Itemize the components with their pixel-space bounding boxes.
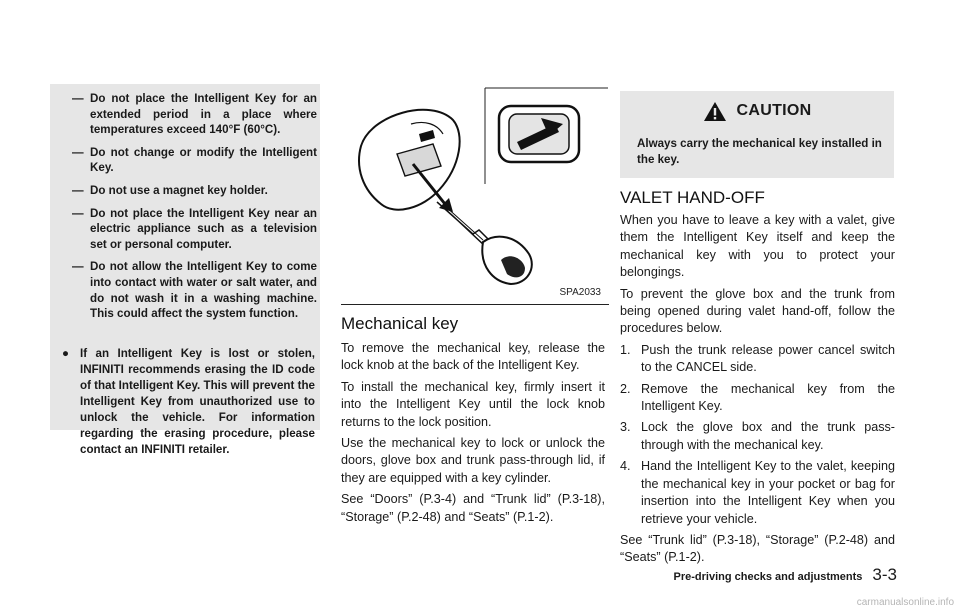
list-item [620, 342, 895, 377]
caution-text: Always carry the mechanical key installed in the key. [637, 137, 882, 166]
paragraph: When you have to leave a key with a valet, give them the Intelligent Key itself and keep the mechanical key with you to protect your belongings. [620, 213, 895, 280]
warning-bullet-text: If an Intelligent Key is lost or stolen, INFINITI recommends erasing the ID code of that Intelligent Key. This will prevent the Intelligent Key from unauthorized use to unlock the vehicle. For information regarding the erasing procedure, please contact an INFINITI retailer. [80, 347, 315, 456]
step-number: 4. [620, 459, 631, 474]
warning-item-text: Do not place the Intelligent Key for an extended period in a place where temperatures exceed 140°F (60°C). [90, 92, 317, 137]
warning-item-text: Do not change or modify the Intelligent Key. [90, 145, 317, 175]
step-number: 1. [620, 342, 631, 357]
dash-marker: — [72, 260, 84, 274]
dash-marker: — [72, 145, 84, 159]
warning-item-text: Do not use a magnet key holder. [90, 183, 268, 197]
list-item [620, 419, 895, 454]
figure-code: SPA2033 [559, 287, 601, 298]
warning-item [57, 183, 317, 199]
warning-item [57, 145, 317, 176]
page-footer [579, 565, 897, 587]
key-figure [341, 84, 609, 305]
step-number: 2. [620, 381, 631, 396]
caution-header [620, 91, 894, 131]
section-title-valet: VALET HAND-OFF [620, 188, 765, 207]
caution-label: CAUTION [736, 102, 812, 119]
warning-item [57, 259, 317, 321]
section-title-mechanical-key: Mechanical key [341, 314, 459, 333]
dash-marker: — [72, 206, 84, 220]
mechanical-key-removal-illustration [341, 84, 609, 304]
mechanical-key-body [341, 340, 605, 530]
warning-item [57, 91, 317, 138]
dash-marker: — [72, 92, 84, 105]
paragraph: To remove the mechanical key, release the lock knob at the back of the Intelligent Key. [341, 341, 605, 373]
warning-item-text: Do not place the Intelligent Key near an electric appliance such as a television set or personal computer. [90, 206, 317, 251]
dash-marker: — [72, 183, 84, 197]
valet-steps [620, 342, 895, 528]
paragraph: See “Doors” (P.3-4) and “Trunk lid” (P.3-18), “Storage” (P.2-48) and “Seats” (P.1-2). [341, 492, 605, 524]
bullet-marker: ● [62, 347, 70, 360]
step-text: Remove the mechanical key from the Intelligent Key. [641, 381, 895, 414]
list-item [620, 458, 895, 528]
step-text: Push the trunk release power cancel switch to the CANCEL side. [641, 342, 895, 375]
page-number: 3-3 [872, 565, 897, 584]
step-text: Hand the Intelligent Key to the valet, keeping the mechanical key in your pocket or bag for insertion into the Intelligent Key when you retrieve your vehicle. [641, 459, 895, 526]
paragraph: To prevent the glove box and the trunk from being opened during valet hand-off, follow the procedures below. [620, 286, 895, 336]
warning-dash-list [57, 91, 317, 329]
valet-body [620, 212, 895, 571]
step-text: Lock the glove box and the trunk pass-through with the mechanical key. [641, 420, 895, 452]
step-number: 3. [620, 420, 631, 435]
warning-item-text: Do not allow the Intelligent Key to come into contact with water or salt water, and do not wash it in a washing machine. This could affect the system function. [90, 260, 317, 321]
watermark: carmanualsonline.info [856, 597, 954, 608]
warning-triangle-icon [703, 101, 727, 122]
paragraph: Use the mechanical key to lock or unlock the doors, glove box and trunk pass-through lid, if they are equipped with a key cylinder. [341, 436, 605, 485]
paragraph: To install the mechanical key, firmly insert it into the Intelligent Key until the lock knob returns to the lock position. [341, 379, 605, 429]
warning-item [57, 206, 317, 253]
paragraph: See “Trunk lid” (P.3-18), “Storage” (P.2-48) and “Seats” (P.1-2). [620, 532, 895, 565]
footer-section-name: Pre-driving checks and adjustments [673, 571, 863, 583]
warning-bullet-item [57, 346, 315, 458]
list-item [620, 381, 895, 416]
